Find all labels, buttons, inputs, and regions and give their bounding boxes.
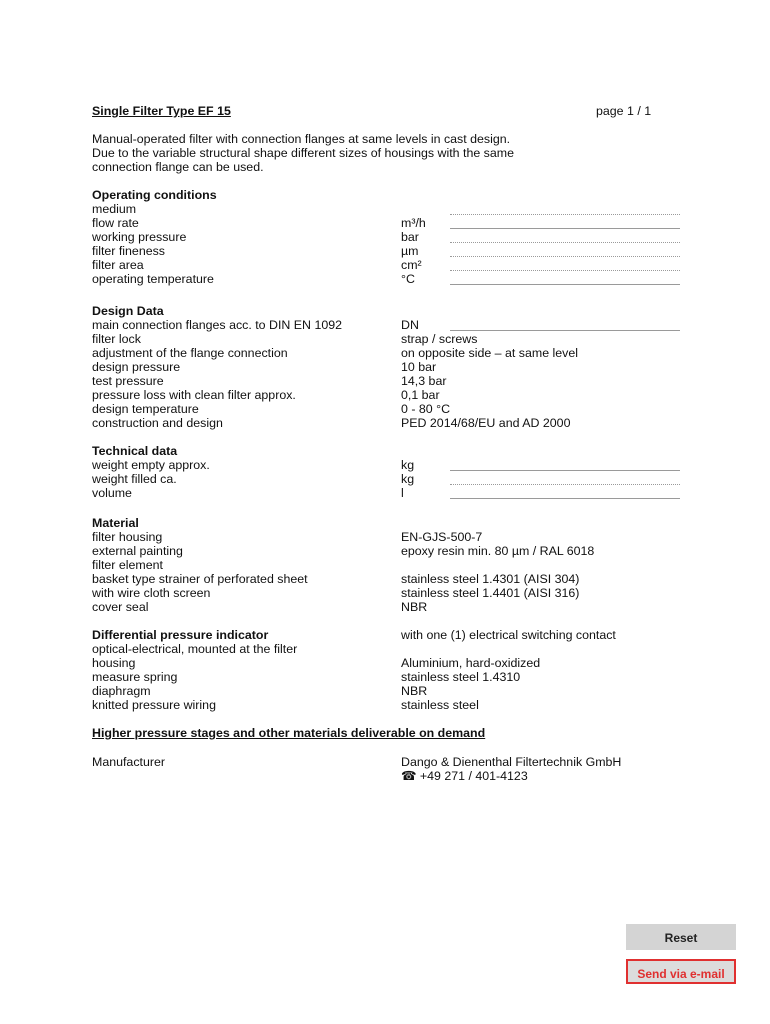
material-row — [92, 544, 692, 558]
intro-paragraph — [92, 132, 514, 174]
material-section — [92, 516, 692, 614]
unit-label: µm — [401, 244, 419, 258]
filter-fineness-input[interactable] — [450, 244, 680, 257]
unit-label: l — [401, 486, 404, 500]
row-label: weight empty approx. — [92, 458, 210, 472]
availability-note: Higher pressure stages and other materials deliverable on demand — [92, 726, 486, 740]
row-label: filter area — [92, 258, 144, 272]
filter-area-input[interactable] — [450, 258, 680, 271]
material-row — [92, 600, 692, 614]
design-row — [92, 360, 692, 374]
volume-input[interactable] — [450, 486, 680, 499]
row-label: medium — [92, 202, 137, 216]
unit-label: kg — [401, 458, 415, 472]
row-label: with wire cloth screen — [92, 586, 211, 600]
row-label: Manufacturer — [92, 755, 166, 769]
medium-input[interactable] — [450, 202, 680, 215]
design-row — [92, 332, 692, 346]
row-label: basket type strainer of perforated sheet — [92, 572, 308, 586]
flow-rate-row — [92, 216, 692, 230]
dpi-row — [92, 656, 692, 670]
row-label: construction and design — [92, 416, 223, 430]
filter-area-row — [92, 258, 692, 272]
working-pressure-input[interactable] — [450, 230, 680, 243]
row-label: knitted pressure wiring — [92, 698, 216, 712]
section-heading: Technical data — [92, 444, 178, 458]
dpi-row — [92, 698, 692, 712]
row-value: 0,1 bar — [401, 388, 440, 402]
working-pressure-row — [92, 230, 692, 244]
row-label: operating temperature — [92, 272, 214, 286]
section-heading: Material — [92, 516, 139, 530]
row-label: design temperature — [92, 402, 199, 416]
dpi-heading-row — [92, 628, 692, 642]
row-value: NBR — [401, 684, 428, 698]
row-label: filter element — [92, 558, 163, 572]
row-label: working pressure — [92, 230, 187, 244]
medium-row — [92, 202, 692, 216]
row-value: Aluminium, hard-oxidized — [401, 656, 541, 670]
section-heading: Design Data — [92, 304, 164, 318]
row-value: with one (1) electrical switching contact — [401, 628, 616, 642]
phone-line — [401, 769, 528, 783]
flow-rate-input[interactable] — [450, 216, 680, 229]
section-heading: Differential pressure indicator — [92, 628, 269, 642]
send-email-button[interactable]: Send via e-mail — [626, 959, 736, 984]
reset-button[interactable]: Reset — [626, 924, 736, 950]
section-heading: Operating conditions — [92, 188, 217, 202]
row-value: EN-GJS-500-7 — [401, 530, 483, 544]
technical-data-section — [92, 444, 692, 500]
differential-pressure-section — [92, 628, 692, 712]
unit-label: kg — [401, 472, 415, 486]
design-row — [92, 388, 692, 402]
operating-conditions-section — [92, 188, 692, 286]
weight-filled-input[interactable] — [450, 472, 680, 485]
intro-line: connection flange can be used. — [92, 160, 264, 174]
design-row — [92, 374, 692, 388]
unit-label: °C — [401, 272, 415, 286]
row-value: on opposite side – at same level — [401, 346, 579, 360]
row-label: optical-electrical, mounted at the filter — [92, 642, 298, 656]
row-label: flow rate — [92, 216, 139, 230]
row-label: filter lock — [92, 332, 141, 346]
phone-row — [92, 769, 692, 783]
weight-empty-row — [92, 458, 692, 472]
row-value: 0 - 80 °C — [401, 402, 451, 416]
material-row — [92, 530, 692, 544]
phone-icon: ☎ — [401, 769, 417, 783]
operating-temperature-input[interactable] — [450, 272, 680, 285]
unit-label: m³/h — [401, 216, 426, 230]
material-row — [92, 586, 692, 600]
manufacturer-block — [92, 755, 692, 783]
row-value: stainless steel — [401, 698, 479, 712]
row-label: housing — [92, 656, 136, 670]
row-label: test pressure — [92, 374, 164, 388]
weight-filled-row — [92, 472, 692, 486]
row-label: main connection flanges acc. to DIN EN 1092 — [92, 318, 343, 332]
filter-fineness-row — [92, 244, 692, 258]
design-row — [92, 346, 692, 360]
operating-temperature-row — [92, 272, 692, 286]
row-label: adjustment of the flange connection — [92, 346, 288, 360]
row-label: volume — [92, 486, 132, 500]
row-label: measure spring — [92, 670, 178, 684]
row-label: cover seal — [92, 600, 149, 614]
material-row — [92, 558, 692, 572]
row-label: design pressure — [92, 360, 181, 374]
material-row — [92, 572, 692, 586]
manufacturer-row — [92, 755, 692, 769]
dpi-row — [92, 670, 692, 684]
dpi-row — [92, 642, 692, 656]
weight-empty-input[interactable] — [450, 458, 680, 471]
row-value: 14,3 bar — [401, 374, 447, 388]
phone-number: +49 271 / 401-4123 — [419, 769, 528, 783]
page-number: page 1 / 1 — [596, 104, 652, 118]
row-value: strap / screws — [401, 332, 478, 346]
row-value: NBR — [401, 600, 428, 614]
unit-label: cm² — [401, 258, 422, 272]
row-label: external painting — [92, 544, 183, 558]
row-label: filter housing — [92, 530, 163, 544]
row-value: stainless steel 1.4310 — [401, 670, 521, 684]
flange-row — [92, 318, 692, 332]
row-value: PED 2014/68/EU and AD 2000 — [401, 416, 571, 430]
design-row — [92, 402, 692, 416]
row-label: filter fineness — [92, 244, 166, 258]
row-value: DN — [401, 318, 419, 332]
row-value: 10 bar — [401, 360, 437, 374]
volume-row — [92, 486, 692, 500]
row-label: diaphragm — [92, 684, 151, 698]
manufacturer-name: Dango & Dienenthal Filtertechnik GmbH — [401, 755, 622, 769]
row-value: stainless steel 1.4401 (AISI 316) — [401, 586, 580, 600]
row-label: weight filled ca. — [92, 472, 177, 486]
row-value: epoxy resin min. 80 µm / RAL 6018 — [401, 544, 595, 558]
intro-line: Due to the variable structural shape different sizes of housings with the same — [92, 146, 514, 160]
dn-input[interactable] — [450, 318, 680, 331]
unit-label: bar — [401, 230, 419, 244]
design-data-section — [92, 304, 692, 430]
intro-line: Manual-operated filter with connection flanges at same levels in cast design. — [92, 132, 511, 146]
document-title: Single Filter Type EF 15 — [92, 104, 231, 118]
design-row — [92, 416, 692, 430]
row-value: stainless steel 1.4301 (AISI 304) — [401, 572, 580, 586]
row-label: pressure loss with clean filter approx. — [92, 388, 296, 402]
dpi-row — [92, 684, 692, 698]
